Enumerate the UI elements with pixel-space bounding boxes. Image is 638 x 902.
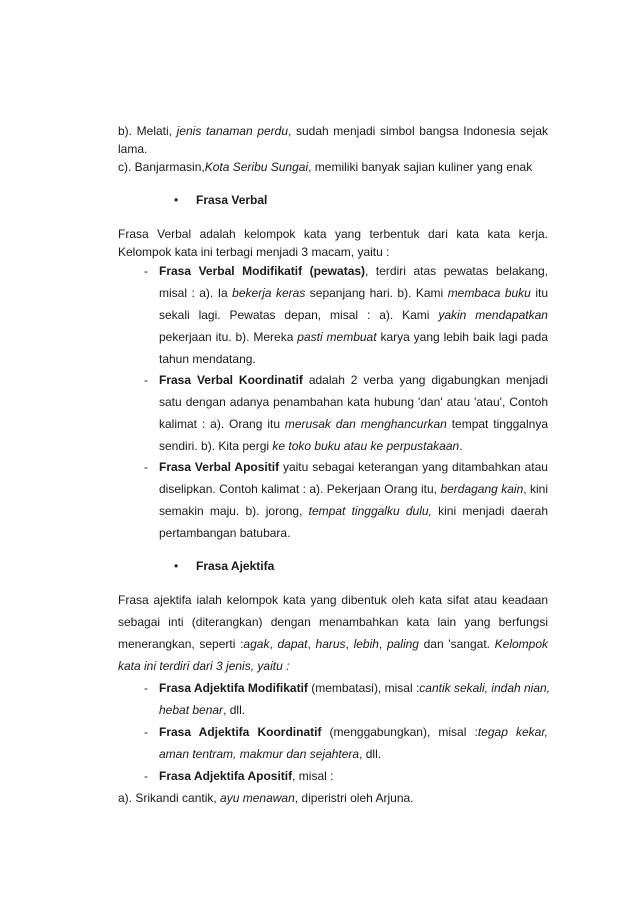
verbal-koordinatif-line1: Frasa Verbal Koordinatif adalah 2 verba yang digabungkan menjadi (159, 373, 548, 387)
verbal-apositif-line1: Frasa Verbal Apositif yaitu sebagai keterangan yang ditambahkan atau (159, 460, 548, 474)
verbal-modifikatif-line2: misal : a). Ia bekerja keras sepanjang hari. b). Kami membaca buku itu (159, 286, 548, 300)
ajektifa-koordinatif-line2: aman tentram, makmur dan sejahtera, dll. (159, 747, 382, 761)
ajektifa-modifikatif-line2: hebat benar, dll. (159, 703, 246, 717)
dash-marker: - (144, 373, 148, 387)
verbal-koordinatif-line3: kalimat : a). Orang itu merusak dan menghancurkan tempat tinggalnya (159, 417, 548, 431)
bullet-icon: • (174, 559, 179, 573)
ajektifa-example-line: a). Srikandi cantik, ayu menawan, diperistri oleh Arjuna. (118, 791, 414, 805)
verbal-modifikatif-line3: sekali lagi. Pewatas depan, misal : a). Kami yakin mendapatkan (159, 308, 548, 322)
verbal-modifikatif-line5: tahun mendatang. (159, 352, 256, 366)
heading-frasa-verbal: Frasa Verbal (196, 193, 268, 207)
heading-frasa-ajektifa: Frasa Ajektifa (196, 559, 275, 573)
dash-marker: - (144, 264, 148, 278)
para-b-line1: b). Melati, jenis tanaman perdu, sudah menjadi simbol bangsa Indonesia sejak (118, 124, 548, 138)
verbal-apositif-line4: pertambangan batubara. (159, 526, 291, 540)
ajektifa-para-line3: menerangkan, seperti :agak, dapat, harus, lebih, paling dan 'sangat. Kelompok (118, 637, 549, 651)
para-b-line2: lama. (118, 142, 148, 156)
dash-marker: - (144, 460, 148, 474)
verbal-koordinatif-line2: satu dengan adanya penambahan kata hubung 'dan' atau 'atau', Contoh (159, 395, 548, 409)
verbal-intro-line1: Frasa Verbal adalah kelompok kata yang terbentuk dari kata kata kerja. (118, 227, 548, 241)
ajektifa-para-line2: sebagai inti (diterangkan) dengan menambahkan kata lain yang berfungsi (118, 615, 548, 629)
verbal-koordinatif-line4: sendiri. b). Kita pergi ke toko buku atau ke perpustakaan. (159, 439, 463, 453)
ajektifa-modifikatif-line1: Frasa Adjektifa Modifikatif (membatasi), misal :cantik sekali, indah nian, (159, 681, 551, 695)
dash-marker: - (144, 681, 148, 695)
verbal-modifikatif-line1: Frasa Verbal Modifikatif (pewatas), terdiri atas pewatas belakang, (159, 264, 548, 278)
dash-marker: - (144, 725, 148, 739)
verbal-apositif-line2: diselipkan. Contoh kalimat : a). Pekerjaan Orang itu, berdagang kain, kini (159, 482, 549, 496)
verbal-modifikatif-line4: pekerjaan itu. b). Mereka pasti membuat karya yang lebih baik lagi pada (159, 330, 548, 344)
para-c-line: c). Banjarmasin,Kota Seribu Sungai, memiliki banyak sajian kuliner yang enak (118, 160, 533, 174)
ajektifa-para-line4: kata ini terdiri dari 3 jenis, yaitu : (118, 659, 290, 673)
bullet-icon: • (174, 193, 179, 207)
ajektifa-koordinatif-line1: Frasa Adjektifa Koordinatif (menggabungkan), misal :tegap kekar, (159, 725, 548, 739)
ajektifa-para-line1: Frasa ajektifa ialah kelompok kata yang dibentuk oleh kata sifat atau keadaan (118, 593, 548, 607)
ajektifa-apositif-line1: Frasa Adjektifa Apositif, misal : (159, 769, 334, 783)
verbal-apositif-line3: semakin maju. b). jorong, tempat tinggalku dulu, kini menjadi daerah (159, 504, 548, 518)
dash-marker: - (144, 769, 148, 783)
verbal-intro-line2: Kelompok kata ini terbagi menjadi 3 macam, yaitu : (118, 245, 390, 259)
